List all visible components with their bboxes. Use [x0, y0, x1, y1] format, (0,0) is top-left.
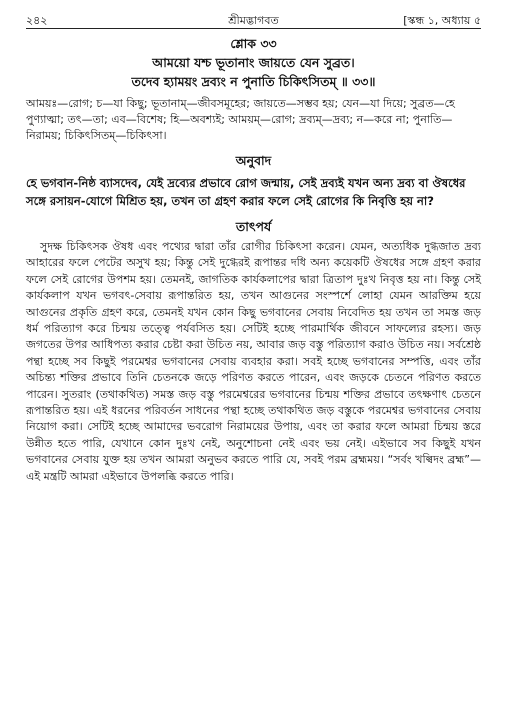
chapter-reference: [স্কন্ধ ১, অধ্যায় ৫: [403, 14, 481, 27]
translation-heading: অনুবাদ: [235, 153, 272, 168]
sloka-heading: শ্লোক ৩৩: [230, 36, 277, 51]
translation-text: হে ভগবান-নিষ্ঠ ব্যাসদেব, যেই দ্রব্যের প্রভাবে রোগ জন্মায়, সেই দ্রব্যই যখন অন্য দ্রব্য বা ঔষধের সঙ্গে রসায়ন-যোগে মিশ্রিত হয়, তখন তা গ্রহণ করার ফলে সেই রোগের কি নিবৃত্তি হয় না?: [26, 176, 466, 208]
verse-line-1: আময়ো যশ্চ ভূতানাং জায়তে যেন সুব্রত।: [152, 55, 355, 70]
purport-heading: তাৎপর্য: [235, 219, 272, 234]
verse-line-2: তদেব হ্যাময়ং দ্রব্যং ন পুনাতি চিকিৎসিতম্ ॥ ৩৩॥: [131, 74, 376, 89]
sloka-verse: [26, 53, 481, 91]
page-number: ২৪২: [26, 14, 48, 27]
running-header: [26, 6, 481, 28]
book-title: শ্রীমদ্ভাগবত: [228, 14, 279, 27]
word-synonyms: আময়ঃ—রোগ; চ—যা কিছু; ভূতানাম্—জীবসমূহের; জায়তে—সম্ভব হয়; যেন—যা দিয়ে; সুব্রত—হে পুণ্যাত্মা; তৎ—তা; এব—বিশেষ; হি—অবশ্যই; আময়ম্—রোগ; দ্রব্যম্—দ্রব্য; ন—করে না; পুনাতি—নিরাময়; চিকিৎসিতম্—চিকিৎসা।: [26, 97, 455, 142]
purport-text: সুদক্ষ চিকিৎসক ঔষধ এবং পথ্যের দ্বারা তাঁর রোগীর চিকিৎসা করেন। যেমন, অত্যধিক দুগ্ধজাত দ্রব্য আহারের ফলে পেটের অসুখ হয়; কিন্তু সেই দুগ্ধেরই রূপান্তর দধি অন্য কয়েকটি ঔষধের সঙ্গে গ্রহণ করার ফলে সেই রোগের উপশম হয়। তেমনই, জাগতিক কার্যকলাপের দ্বারা ত্রিতাপ দুঃখ নিবৃত্ত হয় না। কিন্তু সেই কার্যকলাপ যখন ভগবৎ-সেবায় রূপান্তরিত হয়, তখন আগুনের সংস্পর্শে লোহা যেমন আরক্তিম হয়ে আগুনের প্রকৃতি গ্রহণ করে, তেমনই যখন কোন কিছু ভগবানের সেবায় নিবেদিত হয় তখন তা সমস্ত জড় ধর্ম পরিত্যাগ করে চিন্ময় তত্ত্বে পর্যবসিত হয়। সেটিই হচ্ছে পারমার্থিক জীবনে সাফল্যের রহস্য। জড় জগতের উপর আধিপত্য করার চেষ্টা করা উচিত নয়, আবার জড় বস্তু পরিত্যাগ করাও উচিত নয়। সর্বশ্রেষ্ঠ পন্থা হচ্ছে সব কিছুই পরমেশ্বর ভগবানের সেবায় ব্যবহার করা। সবই হচ্ছে ভগবানের সম্পত্তি, এবং তাঁর অচিন্ত্য শক্তির প্রভাবে তিনি চেতনকে জড়ে পরিণত করতে পারেন, এবং জড়কে চেতনে পরিণত করতে পারেন। সুতরাং (তথাকথিত) সমস্ত জড় বস্তু পরমেশ্বরের ভগবানের চিন্ময় শক্তির প্রভাবে তৎক্ষণাৎ চেতনে রূপান্তরিত হয়। এই ধরনের পরিবর্তন সাধনের পন্থা হচ্ছে তথাকথিত জড় বস্তুকে পরমেশ্বর ভগবানের সেবায় নিয়োগ করা। সেটিই হচ্ছে আমাদের ভবরোগ নিরাময়ের উপায়, এবং তা করার ফলে আমরা চিন্ময় স্তরে উন্নীত হতে পারি, যেখানে কোন দুঃখ নেই, অনুশোচনা নেই এবং ভয় নেই। এইভাবে সব কিছুই যখন ভগবানের সেবায় যুক্ত হয় তখন আমরা অনুভব করতে পারি যে, সবই পরম ব্রহ্মময়। “সর্বং খল্বিদং ব্রহ্ম”—এই মন্ত্রটি আমরা এইভাবে উপলব্ধি করতে পারি।: [26, 240, 481, 483]
